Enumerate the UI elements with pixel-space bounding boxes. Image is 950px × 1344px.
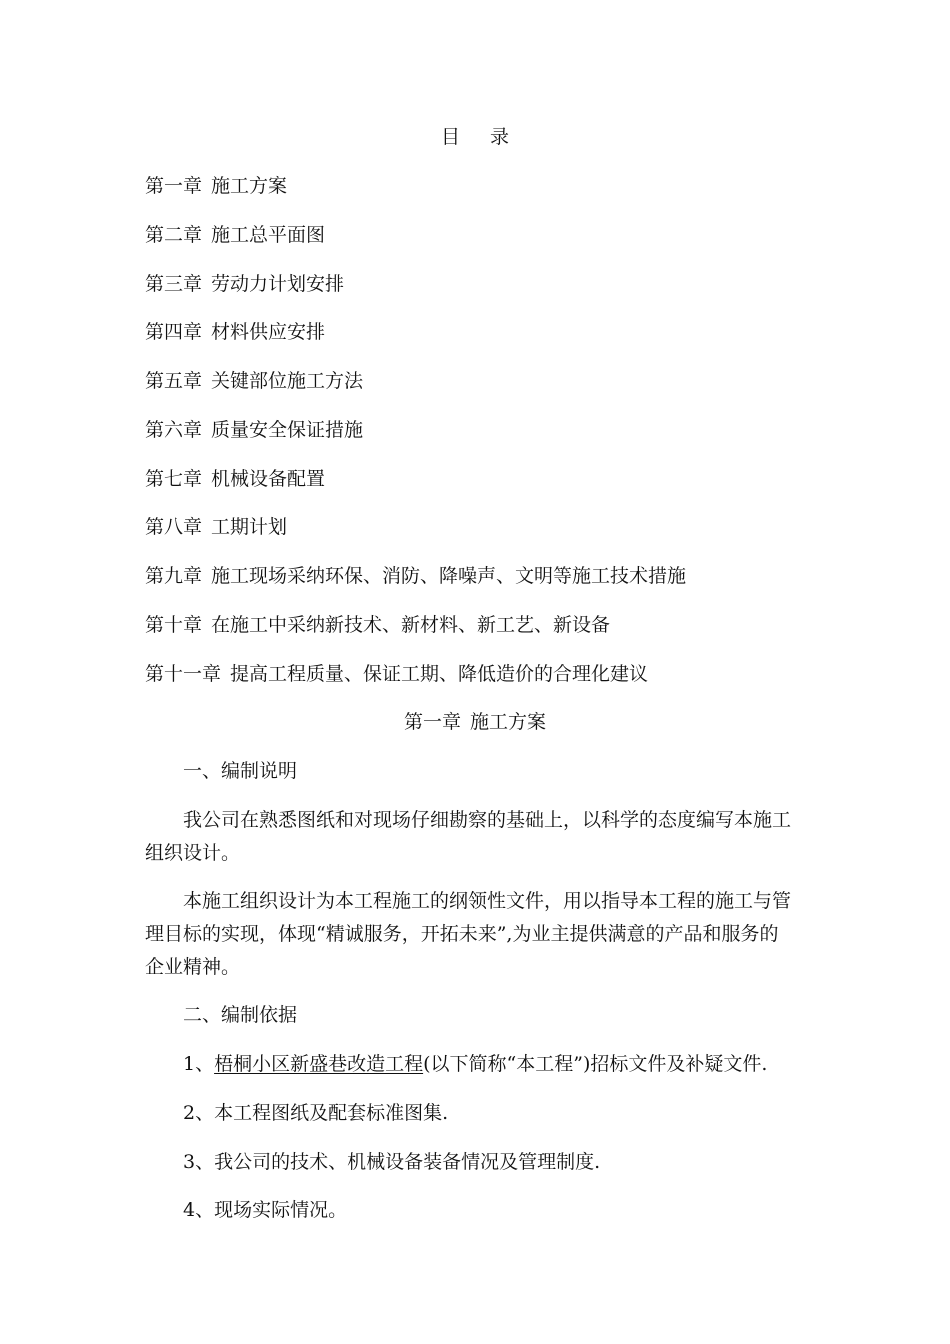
project-name: 梧桐小区新盛巷改造工程 — [214, 1053, 424, 1075]
toc-item-title: 施工方案 — [211, 175, 288, 197]
chapter-title: 施工方案 — [470, 711, 547, 733]
toc-item[interactable] — [145, 369, 363, 393]
toc-item-number: 第十章 — [145, 614, 203, 636]
toc-item-title: 施工总平面图 — [211, 224, 326, 246]
toc-item[interactable] — [145, 564, 686, 588]
toc-item-number: 第六章 — [145, 419, 203, 441]
paragraph-line: 理目标的实现，体现“精诚服务，开拓未来”,为业主提供满意的产品和服务的 — [145, 923, 779, 945]
toc-item-title: 机械设备配置 — [211, 468, 326, 490]
section-heading: 二、编制依据 — [183, 1004, 298, 1026]
toc-item[interactable] — [145, 272, 344, 296]
list-item — [183, 1052, 767, 1076]
paragraph-line: 我公司在熟悉图纸和对现场仔细勘察的基础上，以科学的态度编写本施工 — [183, 809, 792, 831]
toc-item-number: 第十一章 — [145, 663, 222, 685]
list-item: 2、本工程图纸及配套标准图集. — [183, 1102, 449, 1124]
list-item: 4、现场实际情况。 — [183, 1199, 348, 1221]
toc-item-number: 第五章 — [145, 370, 203, 392]
toc-item[interactable] — [145, 223, 325, 247]
chapter-number: 第一章 — [403, 711, 461, 733]
toc-item[interactable] — [145, 418, 363, 442]
list-item-text: (以下简称“本工程”)招标文件及补疑文件. — [423, 1053, 768, 1075]
toc-item-number: 第二章 — [145, 224, 203, 246]
toc-item-title: 施工现场采纳环保、消防、降噪声、文明等施工技术措施 — [211, 565, 687, 587]
list-item-prefix: 1、 — [183, 1053, 215, 1075]
toc-item-number: 第八章 — [145, 516, 203, 538]
toc-item[interactable] — [145, 320, 325, 344]
toc-item[interactable] — [145, 467, 325, 491]
toc-item-title: 提高工程质量、保证工期、降低造价的合理化建议 — [230, 663, 649, 685]
toc-item-title: 工期计划 — [211, 516, 288, 538]
toc-item-title: 质量安全保证措施 — [211, 419, 364, 441]
paragraph-line: 组织设计。 — [145, 842, 241, 864]
toc-item-title: 材料供应安排 — [211, 321, 326, 343]
toc-item[interactable] — [145, 613, 610, 637]
paragraph-line: 本施工组织设计为本工程施工的纲领性文件，用以指导本工程的施工与管 — [183, 890, 792, 912]
toc-item[interactable] — [145, 174, 287, 198]
toc-item-number: 第三章 — [145, 273, 203, 295]
toc-item-number: 第九章 — [145, 565, 203, 587]
toc-item-title: 关键部位施工方法 — [211, 370, 364, 392]
toc-item-title: 在施工中采纳新技术、新材料、新工艺、新设备 — [211, 614, 611, 636]
paragraph-line: 企业精神。 — [145, 956, 241, 978]
toc-item-number: 第四章 — [145, 321, 203, 343]
toc-title: 目 录 — [440, 126, 522, 148]
toc-item-title: 劳动力计划安排 — [211, 273, 345, 295]
list-item: 3、我公司的技术、机械设备装备情况及管理制度. — [183, 1151, 601, 1173]
toc-item[interactable] — [145, 662, 648, 686]
chapter-heading — [0, 710, 950, 734]
section-heading: 一、编制说明 — [183, 760, 298, 782]
toc-item-number: 第一章 — [145, 175, 203, 197]
toc-item[interactable] — [145, 515, 287, 539]
toc-item-number: 第七章 — [145, 468, 203, 490]
